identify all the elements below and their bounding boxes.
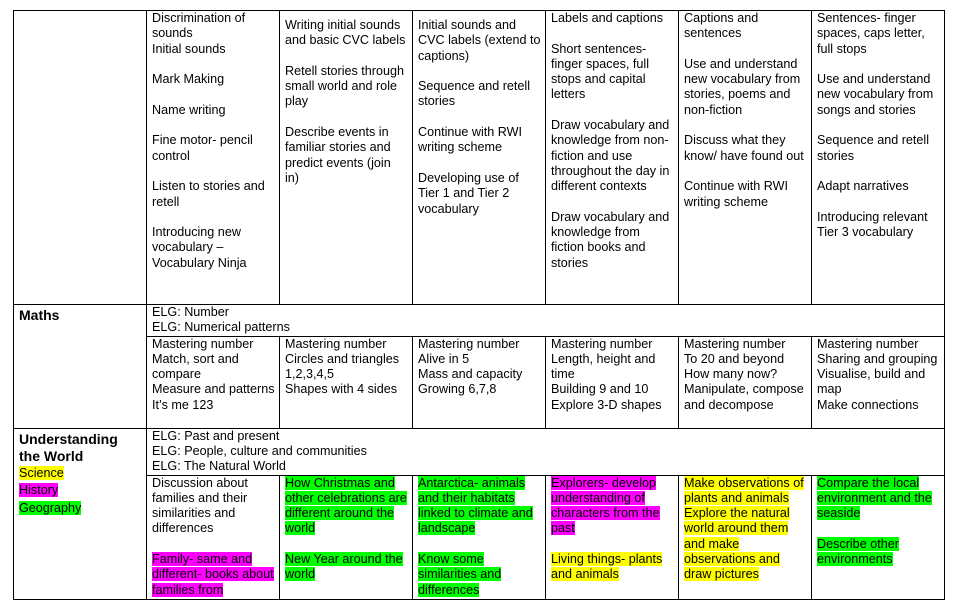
cell-paragraph: [817, 352, 940, 367]
cell-paragraph: [418, 382, 541, 397]
world-subject-tags: [19, 465, 142, 518]
cell-text: Developing use of Tier 1 and Tier 2 vocabulary: [418, 170, 519, 216]
literacy-term-cell: [413, 11, 546, 305]
cell-paragraph: [152, 103, 275, 118]
elg-line: ELG: Past and present: [152, 428, 280, 443]
world-term-cell: [280, 475, 413, 599]
cell-paragraph: [285, 352, 408, 367]
cell-paragraph: [418, 171, 541, 217]
literacy-term-cell: [679, 11, 812, 305]
world-term-cell: [812, 475, 945, 599]
cell-text: Captions and sentences: [684, 11, 759, 41]
cell-paragraph: [418, 476, 541, 537]
cell-text: Short sentences- finger spaces, full stops and capital letters: [551, 41, 650, 102]
highlighted-text: New Year around the world: [285, 552, 403, 582]
cell-text: Draw vocabulary and knowledge from fiction books and stories: [551, 209, 670, 270]
cell-text: Draw vocabulary and knowledge from non-fiction and use throughout the day in different contexts: [551, 118, 670, 194]
cell-paragraph: [684, 382, 807, 413]
cell-paragraph: [285, 552, 408, 583]
elg-line: ELG: Number: [152, 305, 229, 319]
cell-text: Sequence and retell stories: [817, 133, 930, 163]
cell-text: Initial sounds: [152, 41, 226, 56]
highlighted-text: Explorers- develop understanding of characters from the past: [551, 475, 660, 536]
cell-text: Initial sounds and CVC labels (extend to captions): [418, 18, 541, 63]
maths-term-cell: [413, 336, 546, 428]
cell-text: Retell stories through small world and role play: [285, 63, 405, 109]
world-subject-cell: [14, 428, 147, 599]
cell-text: It’s me 123: [152, 397, 214, 412]
cell-paragraph: [551, 337, 674, 352]
cell-text: Mastering number: [817, 336, 919, 351]
maths-elg-cell: [147, 305, 945, 337]
cell-paragraph: [551, 382, 674, 397]
cell-paragraph: [684, 179, 807, 210]
maths-term-cell: [679, 336, 812, 428]
cell-paragraph: [152, 382, 275, 397]
literacy-row: [14, 11, 945, 305]
world-elg-row: [14, 428, 945, 475]
cell-paragraph: [684, 367, 807, 382]
cell-paragraph: [551, 476, 674, 537]
cell-paragraph: [817, 72, 940, 118]
cell-paragraph: [684, 57, 807, 118]
cell-paragraph: [684, 476, 807, 507]
maths-term-cell: [280, 336, 413, 428]
cell-paragraph: [285, 382, 408, 397]
cell-text: Use and understand new vocabulary from songs and stories: [817, 72, 934, 117]
cell-paragraph: [551, 118, 674, 194]
cell-text: Mastering number: [418, 336, 520, 351]
maths-term-cell: [546, 336, 679, 428]
cell-text: Introducing relevant Tier 3 vocabulary: [817, 209, 928, 240]
cell-paragraph: [551, 42, 674, 103]
cell-text: Growing 6,7,8: [418, 382, 497, 397]
cell-paragraph: [285, 476, 408, 537]
cell-text: Mass and capacity: [418, 367, 523, 382]
cell-text: Adapt narratives: [817, 179, 909, 194]
highlighted-text: Know some similarities and differences: [418, 552, 502, 597]
maths-subject-cell: Maths: [14, 305, 147, 429]
cell-text: Labels and captions: [551, 11, 664, 25]
cell-paragraph: [152, 476, 275, 537]
cell-paragraph: [152, 133, 275, 164]
subject-tag-science: Science: [19, 465, 64, 480]
cell-text: Measure and patterns: [152, 382, 275, 397]
highlighted-text: Antarctica- animals and their habitats linked to climate and landscape: [418, 475, 533, 536]
cell-paragraph: [152, 179, 275, 210]
cell-paragraph: [285, 125, 408, 186]
highlighted-text: How Christmas and other celebrations are different around the world: [285, 475, 407, 536]
cell-text: Circles and triangles: [285, 351, 400, 366]
subject-tag-history: History: [19, 483, 59, 498]
cell-text: Mastering number: [551, 336, 653, 351]
cell-text: Alive in 5: [418, 351, 470, 366]
subject-tag-geography: Geography: [19, 500, 82, 515]
cell-text: Writing initial sounds and basic CVC labels: [285, 18, 406, 48]
cell-text: Describe events in familiar stories and predict events (join in): [285, 125, 391, 185]
cell-text: Visualise, build and map: [817, 367, 926, 397]
cell-text: Continue with RWI writing scheme: [684, 179, 789, 209]
cell-paragraph: [285, 64, 408, 110]
cell-paragraph: [285, 18, 408, 49]
elg-line: ELG: People, culture and communities: [152, 443, 367, 458]
cell-text: Length, height and time: [551, 351, 656, 382]
cell-paragraph: [551, 398, 674, 413]
highlighted-text: Make observations of plants and animals: [684, 475, 804, 505]
cell-text: Listen to stories and retell: [152, 179, 265, 209]
cell-paragraph: [418, 18, 541, 64]
highlighted-text: Compare the local environment and the seaside: [817, 475, 932, 521]
maths-elg-row: [14, 305, 945, 337]
world-subject-title: Understanding the World: [19, 430, 118, 464]
cell-text: Discrimination of sounds: [152, 11, 246, 41]
cell-paragraph: [418, 337, 541, 352]
literacy-term-cell: [812, 11, 945, 305]
cell-paragraph: [152, 42, 275, 57]
cell-paragraph: [684, 133, 807, 164]
cell-paragraph: [817, 537, 940, 568]
cell-paragraph: [684, 11, 807, 42]
cell-text: Explore 3-D shapes: [551, 397, 662, 412]
cell-text: Sharing and grouping: [817, 351, 938, 366]
cell-text: To 20 and beyond: [684, 351, 785, 366]
cell-paragraph: [817, 11, 940, 57]
cell-paragraph: [817, 476, 940, 522]
cell-paragraph: [684, 337, 807, 352]
cell-paragraph: [817, 210, 940, 241]
cell-paragraph: [152, 337, 275, 352]
cell-text: Make connections: [817, 397, 919, 412]
world-term-cell: [546, 475, 679, 599]
cell-paragraph: [418, 125, 541, 156]
cell-text: Mastering number: [684, 336, 786, 351]
literacy-term-cell: [147, 11, 280, 305]
cell-paragraph: [418, 352, 541, 367]
highlighted-text: Explore the natural world around them and make observations and draw pictures: [684, 506, 790, 582]
cell-text: Mark Making: [152, 72, 225, 87]
cell-paragraph: [152, 552, 275, 598]
literacy-term-cell: [546, 11, 679, 305]
cell-text: Building 9 and 10: [551, 382, 649, 397]
cell-paragraph: [684, 506, 807, 582]
cell-paragraph: [551, 552, 674, 583]
cell-paragraph: [152, 352, 275, 383]
cell-text: Sentences- finger spaces, caps letter, full stops: [817, 11, 925, 56]
maths-row: [14, 336, 945, 428]
cell-text: Manipulate, compose and decompose: [684, 382, 804, 412]
maths-term-cell: [812, 336, 945, 428]
literacy-subject-cell: [14, 11, 147, 305]
world-term-cell: [679, 475, 812, 599]
literacy-term-cell: [280, 11, 413, 305]
cell-paragraph: [418, 367, 541, 382]
highlighted-text: Living things- plants and animals: [551, 552, 663, 582]
cell-paragraph: [418, 79, 541, 110]
cell-text: Use and understand new vocabulary from stories, poems and non-fiction: [684, 56, 801, 117]
cell-text: How many now?: [684, 367, 778, 382]
elg-line: ELG: The Natural World: [152, 459, 286, 474]
cell-paragraph: [817, 179, 940, 194]
cell-paragraph: [152, 11, 275, 42]
cell-paragraph: [152, 225, 275, 271]
cell-paragraph: [684, 352, 807, 367]
cell-text: Discussion about families and their similarities and differences: [152, 475, 248, 536]
highlighted-text: Describe other environments: [817, 536, 899, 567]
cell-text: Name writing: [152, 102, 226, 117]
highlighted-text: Family- same and different- books about families from: [152, 552, 274, 597]
cell-text: Match, sort and compare: [152, 351, 239, 382]
cell-paragraph: [817, 337, 940, 352]
cell-text: Fine motor- pencil control: [152, 133, 253, 163]
cell-text: Sequence and retell stories: [418, 79, 531, 109]
cell-paragraph: [285, 337, 408, 352]
world-term-cell: [413, 475, 546, 599]
cell-paragraph: [152, 72, 275, 87]
cell-paragraph: [551, 210, 674, 271]
cell-paragraph: [152, 398, 275, 413]
cell-paragraph: [285, 367, 408, 382]
cell-paragraph: [551, 352, 674, 383]
elg-line: ELG: Numerical patterns: [152, 320, 290, 335]
cell-text: Mastering number: [152, 336, 254, 351]
cell-paragraph: [418, 552, 541, 598]
cell-paragraph: [817, 398, 940, 413]
cell-text: Discuss what they know/ have found out: [684, 133, 804, 163]
cell-text: Mastering number: [285, 336, 387, 351]
cell-paragraph: [551, 11, 674, 26]
cell-paragraph: [817, 367, 940, 398]
cell-text: 1,2,3,4,5: [285, 367, 335, 382]
world-elg-cell: [147, 428, 945, 475]
cell-text: Shapes with 4 sides: [285, 382, 398, 397]
cell-text: Introducing new vocabulary – Vocabulary Ninja: [152, 225, 247, 270]
world-term-cell: [147, 475, 280, 599]
curriculum-table: [13, 10, 945, 600]
maths-term-cell: [147, 336, 280, 428]
world-row: [14, 475, 945, 599]
cell-paragraph: [817, 133, 940, 164]
cell-text: Continue with RWI writing scheme: [418, 125, 523, 155]
